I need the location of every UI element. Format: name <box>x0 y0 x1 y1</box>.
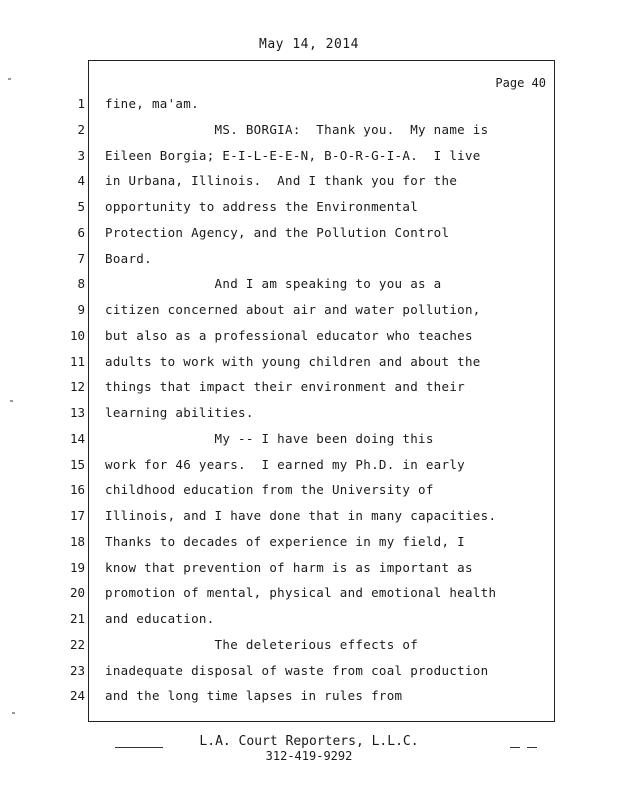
line-number: 12 <box>69 379 85 394</box>
line-text: learning abilities. <box>105 405 254 420</box>
line-number: 4 <box>77 173 85 188</box>
line-number: 24 <box>69 688 85 703</box>
line-text: childhood education from the University of <box>105 482 434 497</box>
line-text: MS. BORGIA: Thank you. My name is <box>105 122 489 137</box>
line-number: 10 <box>69 328 85 343</box>
line-text: Protection Agency, and the Pollution Control <box>105 225 450 240</box>
line-text: work for 46 years. I earned my Ph.D. in early <box>105 457 465 472</box>
line-number: 15 <box>69 457 85 472</box>
line-number: 9 <box>77 302 85 317</box>
line-number: 1 <box>77 96 85 111</box>
line-text: and education. <box>105 611 215 626</box>
scan-speck <box>10 400 13 402</box>
line-number: 18 <box>69 534 85 549</box>
line-text: The deleterious effects of <box>105 637 419 652</box>
line-number: 13 <box>69 405 85 420</box>
line-text: but also as a professional educator who teaches <box>105 328 473 343</box>
line-text: adults to work with young children and about the <box>105 354 481 369</box>
line-text: citizen concerned about air and water pollution, <box>105 302 481 317</box>
line-text: opportunity to address the Environmental <box>105 199 419 214</box>
line-text: Thanks to decades of experience in my field, I <box>105 534 465 549</box>
line-text: in Urbana, Illinois. And I thank you for the <box>105 173 458 188</box>
line-number: 7 <box>77 251 85 266</box>
line-text: Board. <box>105 251 152 266</box>
line-text: Illinois, and I have done that in many capacities. <box>105 508 497 523</box>
line-number: 5 <box>77 199 85 214</box>
line-text: things that impact their environment and their <box>105 379 465 394</box>
line-number: 22 <box>69 637 85 652</box>
footer-phone: 312-419-9292 <box>265 749 353 763</box>
line-number: 8 <box>77 276 85 291</box>
line-text: promotion of mental, physical and emotional health <box>105 585 497 600</box>
scan-speck <box>12 712 15 714</box>
line-number: 17 <box>69 508 85 523</box>
scan-speck <box>8 78 11 80</box>
line-number: 11 <box>69 354 85 369</box>
line-number: 14 <box>69 431 85 446</box>
line-text: My -- I have been doing this <box>105 431 434 446</box>
footer-company: L.A. Court Reporters, L.L.C. <box>199 734 419 749</box>
line-text: Eileen Borgia; E-I-L-E-E-N, B-O-R-G-I-A. I live <box>105 148 481 163</box>
line-number: 6 <box>77 225 85 240</box>
line-number: 2 <box>77 122 85 137</box>
line-number: 16 <box>69 482 85 497</box>
line-text: know that prevention of harm is as important as <box>105 560 473 575</box>
line-text: inadequate disposal of waste from coal production <box>105 663 489 678</box>
line-number: 19 <box>69 560 85 575</box>
line-number: 21 <box>69 611 85 626</box>
line-number: 3 <box>77 148 85 163</box>
line-number: 23 <box>69 663 85 678</box>
transcript-date: May 14, 2014 <box>259 37 359 52</box>
line-text: fine, ma'am. <box>105 96 199 111</box>
line-text: and the long time lapses in rules from <box>105 688 403 703</box>
line-text: And I am speaking to you as a <box>105 276 442 291</box>
line-number: 20 <box>69 585 85 600</box>
page-number-label: Page 40 <box>495 76 546 90</box>
